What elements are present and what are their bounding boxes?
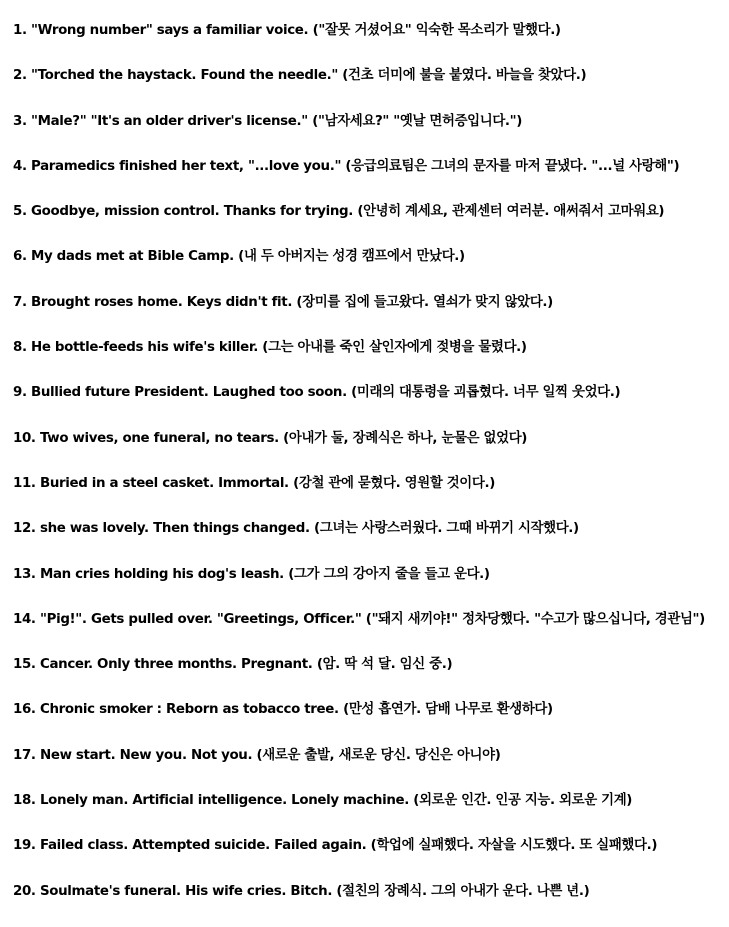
list-item-17: 17. New start. New you. Not you. (새로운 출발, 새로운 당신. 당신은 아니야) xyxy=(13,747,501,763)
list-item-1: 1. "Wrong number" says a familiar voice. ("잘못 거셨어요" 익숙한 목소리가 말했다.) xyxy=(13,23,561,38)
list-item-8: 8. He bottle-feeds his wife's killer. (그는 아내를 죽인 살인자에게 젖병을 물렸다.) xyxy=(13,340,527,356)
list-item-15: 15. Cancer. Only three months. Pregnant. (암. 딱 석 달. 임신 중.) xyxy=(13,657,453,673)
list-item-20: 20. Soulmate's funeral. His wife cries. Bitch. (절친의 장례식. 그의 아내가 운다. 나쁜 년.) xyxy=(13,883,590,899)
list-item-2: 2. "Torched the haystack. Found the needle." (건초 더미에 불을 붙였다. 바늘을 찾았다.) xyxy=(13,68,587,84)
list-item-14: 14. "Pig!". Gets pulled over. "Greetings, Officer." ("돼지 새끼야!" 정차당했다. "수고가 많으십니다, 경관님") xyxy=(13,611,705,627)
list-item-7: 7. Brought roses home. Keys didn't fit. (장미를 집에 들고왔다. 열쇠가 맞지 않았다.) xyxy=(13,294,553,310)
list-item-6: 6. My dads met at Bible Camp. (내 두 아버지는 성경 캠프에서 만났다.) xyxy=(13,249,465,265)
list-item-18: 18. Lonely man. Artificial intelligence. Lonely machine. (외로운 인간. 인공 지능. 외로운 기계) xyxy=(13,793,633,809)
story-list xyxy=(13,21,725,927)
list-item-16: 16. Chronic smoker : Reborn as tobacco tree. (만성 흡연가. 담배 나무로 환생하다) xyxy=(13,702,553,718)
list-item-19: 19. Failed class. Attempted suicide. Failed again. (학업에 실패했다. 자살을 시도했다. 또 실패했다.) xyxy=(13,838,658,854)
list-item-13: 13. Man cries holding his dog's leash. (그가 그의 강아지 줄을 들고 운다.) xyxy=(13,566,490,582)
list-item-4: 4. Paramedics finished her text, "...love you." (응급의료팀은 그녀의 문자를 마저 끝냈다. "...널 사랑해") xyxy=(13,158,680,174)
list-item-11: 11. Buried in a steel casket. Immortal. (강철 관에 묻혔다. 영원할 것이다.) xyxy=(13,475,495,491)
list-item-10: 10. Two wives, one funeral, no tears. (아내가 둘, 장례식은 하나, 눈물은 없었다) xyxy=(13,430,528,446)
list-item-3: 3. "Male?" "It's an older driver's license." ("남자세요?" "옛날 면허증입니다.") xyxy=(13,113,523,129)
list-item-5: 5. Goodbye, mission control. Thanks for trying. (안녕히 계세요, 관제센터 여러분. 애써줘서 고마워요) xyxy=(13,204,665,220)
list-item-9: 9. Bullied future President. Laughed too soon. (미래의 대통령을 괴롭혔다. 너무 일찍 웃었다.) xyxy=(13,385,621,401)
list-item-12: 12. she was lovely. Then things changed. (그녀는 사랑스러웠다. 그때 바뀌기 시작했다.) xyxy=(13,521,579,537)
